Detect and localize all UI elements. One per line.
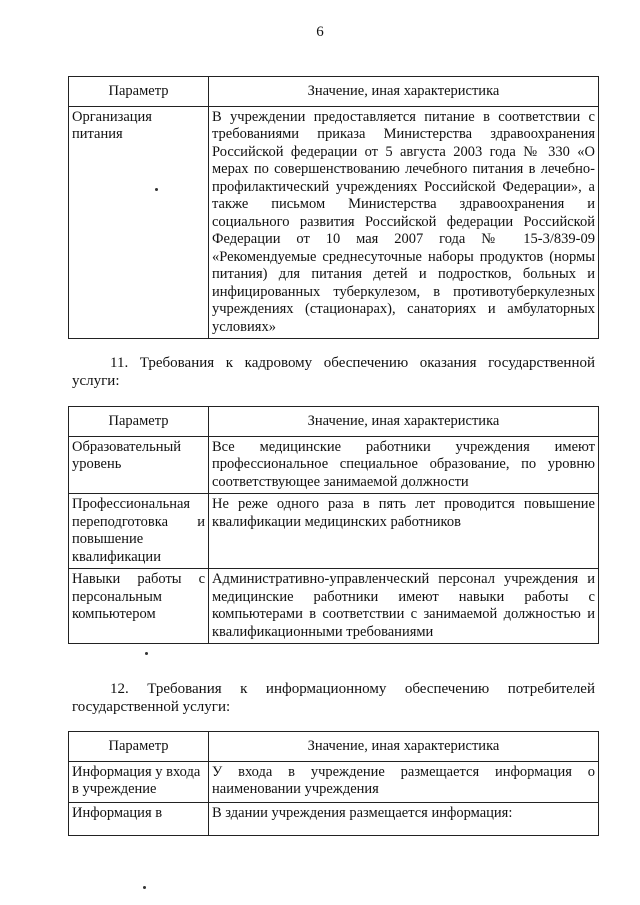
scan-speck [155,188,158,191]
table-header-row [69,732,599,762]
param-cell: Образовательный уровень [69,436,209,494]
page-number: 6 [316,24,324,40]
value-cell: В здании учреждения размещается информация: [209,802,599,835]
scan-speck [143,886,146,889]
header-param: Параметр [69,407,209,437]
table-row [69,494,599,569]
table-row [69,106,599,339]
table-row [69,802,599,835]
nutrition-table [68,76,599,339]
table-header-row [69,77,599,107]
table-row [69,761,599,802]
information-table [68,731,599,836]
param-cell: Профессиональная переподготовка и повышение квалификации [69,494,209,569]
staffing-table [68,406,599,644]
value-cell: Административно-управленческий персонал учреждения и медицинские работники имеют навыки работы с компьютерами в соответствии с занимаемой должностью и квалификационными требованиями [209,569,599,644]
header-value: Значение, иная характеристика [209,77,599,107]
header-param: Параметр [69,732,209,762]
value-cell: Все медицинские работники учреждения имеют профессиональное специальное образование, по уровню соответствующее занимаемой должности [209,436,599,494]
section-11-heading: 11. Требования к кадровому обеспечению оказания государственной услуги: [72,355,595,389]
table-header-row [69,407,599,437]
param-cell: Организация питания [69,106,209,339]
table-row [69,436,599,494]
value-cell: В учреждении предоставляется питание в соответствии с требованиями приказа Министерства здравоохранения Российской федерации от 5 августа 2003 года № 330 «О мерах по совершенствованию лечебного питания в лечебно-профилактический учреждениях Российской Федерации», а также письмом Министерства здравоохранения и социального развития Российской федерации Российской Федерации от 10 мая 2007 года № 15-3/839-09 «Рекомендуемые среднесуточные наборы продуктов (нормы питания) для питания детей и подростков, больных и инфицированных туберкулезом, в противотуберкулезных учреждениях (стационарах), санаториях и амбулаторных условиях» [209,106,599,339]
header-param: Параметр [69,77,209,107]
value-cell: Не реже одного раза в пять лет проводится повышение квалификации медицинских работников [209,494,599,569]
header-value: Значение, иная характеристика [209,407,599,437]
scan-speck [145,652,148,655]
section-12-heading: 12. Требования к информационному обеспечению потребителей государственной услуги: [72,681,595,715]
header-value: Значение, иная характеристика [209,732,599,762]
table-row [69,569,599,644]
param-cell: Информация у входа в учреждение [69,761,209,802]
param-cell: Информация в [69,802,209,835]
param-cell: Навыки работы с персональным компьютером [69,569,209,644]
value-cell: У входа в учреждение размещается информация о наименовании учреждения [209,761,599,802]
